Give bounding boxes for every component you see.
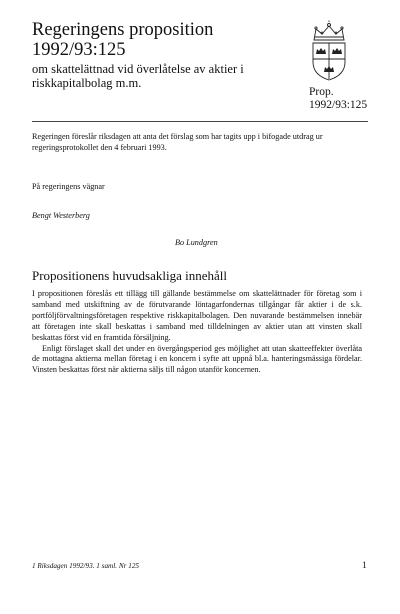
signature-first: Bengt Westerberg: [32, 211, 90, 220]
intro-paragraph: Regeringen föreslår riksdagen att anta det förslag som har tagits upp i bifogade utdrag ur regeringsprotokollet den 4 februari 1993.: [32, 132, 323, 152]
subtitle-line-1: om skattelättnad vid överlåtelse av aktier i: [32, 62, 244, 76]
section-body: [32, 289, 362, 376]
footer-note: 1 Riksdagen 1992/93. 1 saml. Nr 125: [32, 562, 140, 570]
body-paragraph-2: Enligt förslaget skall det under en övergångsperiod ges möjlighet att utan skatteeffekter överlåta de mottagna aktierna mellan företag i en koncern i syfte att uppnå bl.a. hanteringsmässiga fördelar. Vinsten beskattas först när aktierna säljs till någon utanför koncernen.: [32, 343, 362, 375]
section-heading: Propositionens huvudsakliga innehåll: [32, 268, 227, 283]
title-line-1: Regeringens proposition: [32, 20, 214, 40]
signature-second: Bo Lundgren: [175, 238, 218, 247]
prop-number: 1992/93:125: [309, 99, 368, 111]
document-title: [32, 20, 213, 60]
page-number: 1: [362, 561, 367, 571]
on-behalf-text: På regeringens vägnar: [32, 182, 105, 191]
body-paragraph-1: I propositionen föreslås ett tillägg till gällande bestämmelse om skattelättnader för företag som i samband med utskiftning av de förutvarande löntagarfondernas tillgångar får aktier i de s.k. portföljförvaltningsföretagen respektive riskkapitalbolagen. Den nuvarande bestämmelsen innebär att företagen inte skall beskattas i samband med tilldelningen av aktier utan att vinsten skall beskattas först vid en framtida försäljning.: [32, 289, 362, 342]
header-divider: [32, 121, 368, 122]
document-subtitle: [32, 62, 244, 90]
swedish-coat-of-arms-icon: [302, 20, 356, 82]
title-line-2: 1992/93:125: [32, 40, 126, 60]
subtitle-line-2: riskkapitalbolag m.m.: [32, 76, 142, 90]
prop-label: Prop.: [309, 86, 334, 98]
proposition-reference: [309, 86, 367, 112]
